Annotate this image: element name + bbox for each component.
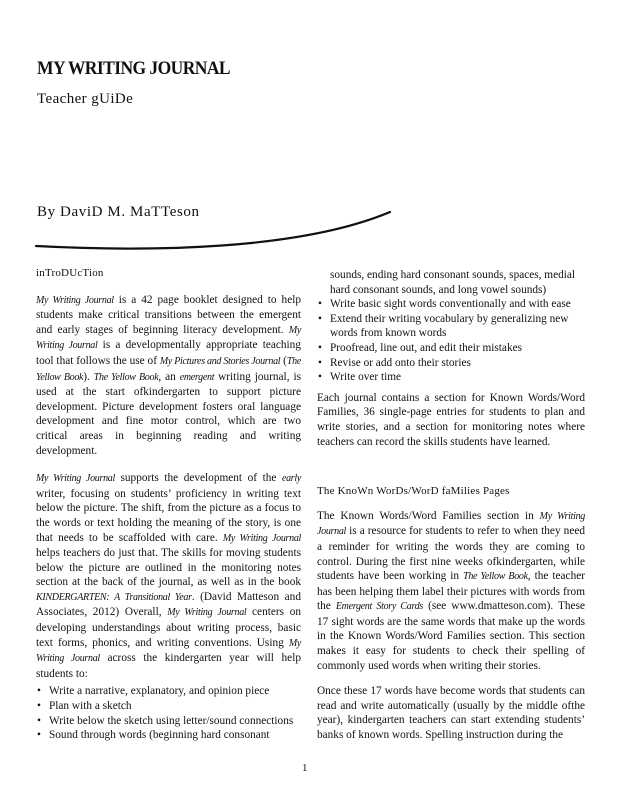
page-number: 1 xyxy=(302,762,308,774)
list-item: • Sound through words (beginning hard consonant xyxy=(36,728,301,743)
text-run: centers on developing understandings about writing process, basic text forms, phonics, and writing conventions. Using xyxy=(36,606,301,649)
text-run: is a resource for students to refer to when they need a reminder for writing the words they are coming to control. During the first nine weeks ofkindergarten, while students have been working in xyxy=(317,525,585,583)
text-run: ). xyxy=(83,370,94,383)
list-item: • Write basic sight words conventionally and with ease xyxy=(317,297,585,312)
text-run: is a 42 page booklet designed to help students make critical transitions between the emergent and early stages of beginning literacy development. xyxy=(36,293,301,336)
text-run: helps teachers do just that. The skills for moving students below the picture are outlined in the monitoring notes section at the back of the journal, as well as in the book xyxy=(36,547,301,589)
author-byline: By DaviD M. MaTTeson xyxy=(37,204,200,220)
document-subtitle: Teacher gUiDe xyxy=(37,91,134,107)
list-item: • Write a narrative, explanatory, and opinion piece xyxy=(36,684,301,699)
intro-paragraph xyxy=(36,293,301,459)
left-column xyxy=(36,266,301,743)
document-title: MY WRITING JOURNAL xyxy=(37,58,231,79)
list-item: • Revise or add onto their stories xyxy=(317,356,585,371)
text-run: writer, focusing on students’ proficiency in writing text below the picture. The shift, from the picture as a focus to the words or text holding the meaning of the story, is one that needs to be scaffolded with care. xyxy=(36,487,301,544)
italic-title: My Writing Journal xyxy=(36,324,301,352)
italic-title: KINDERGARTEN: A Transitional Year xyxy=(36,591,192,603)
text-run: The Known Words/Word Families section in xyxy=(317,509,540,522)
italic-title: emergent xyxy=(179,371,215,383)
skills-list xyxy=(36,684,301,742)
text-run: across the kindergarten year will help students to: xyxy=(36,652,301,680)
italic-title: The Yellow Book xyxy=(93,371,159,383)
text-run: . (David Matteson and Associates, 2012) Overall, xyxy=(36,590,301,619)
list-item: • Plan with a sketch xyxy=(36,699,301,714)
italic-title: early xyxy=(281,473,301,485)
text-run: supports the development of the xyxy=(114,472,282,485)
decorative-swoosh xyxy=(30,206,400,256)
italic-title: My Writing Journal xyxy=(167,607,247,619)
text-run: ( xyxy=(280,354,287,367)
list-item: • Write over time xyxy=(317,370,585,385)
introduction-heading: inTroDUcTion xyxy=(36,267,104,279)
italic-title: Emergent Story Cards xyxy=(335,601,424,613)
known-words-paragraph xyxy=(317,509,585,674)
italic-title: My Writing Journal xyxy=(222,532,302,544)
right-column xyxy=(317,268,585,743)
text-run: is a developmentally appropriate teaching tool that follows the use of xyxy=(36,339,301,367)
italic-title: My Writing Journal xyxy=(36,637,301,665)
text-run: , an xyxy=(158,370,180,383)
italic-title: My Pictures and Stories Journal xyxy=(159,355,281,367)
sight-words-paragraph: Once these 17 words have become words that students can read and write automatically (usually by the middle ofthe year), kindergarten teachers can start extending students’ banks of known words. Spelling instruction during the xyxy=(317,685,585,742)
supports-paragraph xyxy=(36,471,301,681)
list-item: • Write below the sketch using letter/sound connections xyxy=(36,714,301,729)
text-run: writing journal, is used at the start ofkindergarten to support picture development. Picture development fosters oral language development and fine motor control, which are two critical areas in beginning reading and writing development. xyxy=(36,370,302,457)
italic-title: My Writing Journal xyxy=(317,510,585,538)
italic-title: The Yellow Book xyxy=(463,571,528,583)
text-run: , the teacher has been helping them label their pictures with words from the xyxy=(317,570,585,613)
text-run: (see www.dmatteson.com). These 17 sight words are the same words that make up the words in the Known Words/Word Families section. This section makes it easy for students to check their spelling of commonly used words when writing their stories. xyxy=(317,600,585,672)
italic-title: My Writing Journal xyxy=(36,294,114,306)
journal-sections-paragraph: Each journal contains a section for Known Words/Word Families, 36 single-page entries for students to plan and write stories, and a section for monitoring notes where teachers can record the skills students have learned. xyxy=(317,391,585,448)
italic-title: My Writing Journal xyxy=(36,473,115,485)
italic-title: The Yellow Book xyxy=(36,355,302,383)
list-item: • Extend their writing vocabulary by generalizing new words from known words xyxy=(317,312,585,341)
skills-list-continued xyxy=(317,297,585,385)
list-item: • Proofread, line out, and edit their mistakes xyxy=(317,341,585,356)
known-words-heading: The KnoWn WorDs/WorD faMilies Pages xyxy=(317,485,510,498)
list-continuation: sounds, ending hard consonant sounds, spaces, medial hard consonant sounds, and long vowel sounds) xyxy=(330,269,576,296)
